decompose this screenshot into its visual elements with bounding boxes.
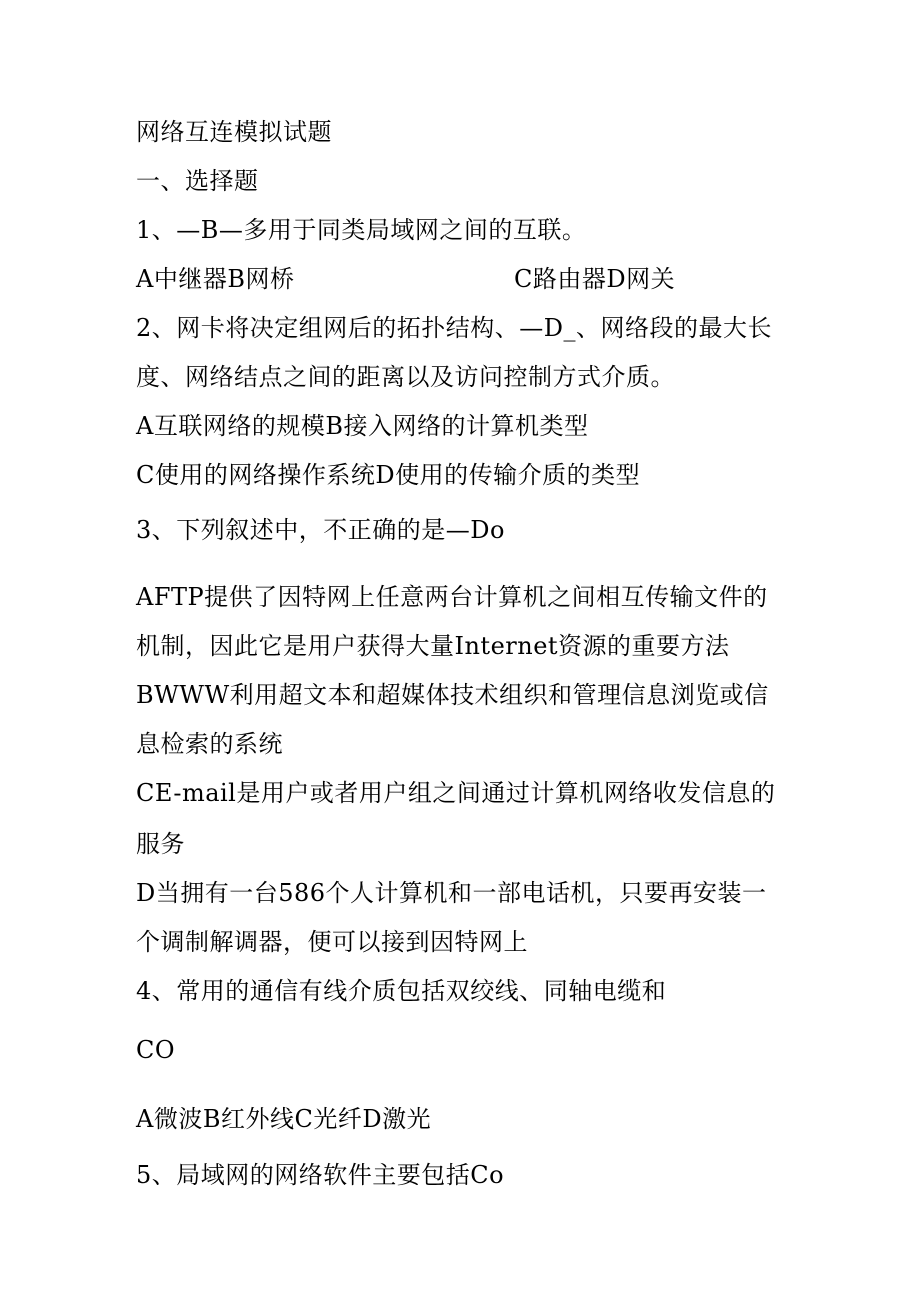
question-3-option-b-line-2: 息检索的系统 — [136, 730, 283, 758]
question-4-stem: 4、常用的通信有线介质包括双绞线、同轴电缆和 — [136, 977, 667, 1005]
question-4-answer: CO — [136, 1036, 176, 1064]
question-3-option-c-line-2: 服务 — [136, 830, 185, 858]
document-title: 网络互连模拟试题 — [136, 118, 332, 146]
question-3-option-b-line-1: BWWW利用超文本和超媒体技术组织和管理信息浏览或信 — [136, 681, 769, 709]
question-2-option-ab: A互联网络的规模B接入网络的计算机类型 — [136, 412, 589, 440]
question-2-stem-line-2: 度、网络结点之间的距离以及访问控制方式介质。 — [136, 363, 675, 391]
section-heading: 一、选择题 — [136, 167, 259, 195]
question-1-stem: 1、—B—多用于同类局域网之间的互联。 — [136, 216, 587, 244]
question-5-stem: 5、局域网的网络软件主要包括Co — [136, 1161, 505, 1189]
question-2-option-cd: C使用的网络操作系统D使用的传输介质的类型 — [136, 461, 641, 489]
question-1-options — [136, 264, 736, 294]
question-4-options: A微波B红外线C光纤D激光 — [136, 1105, 432, 1133]
question-3-stem: 3、下列叙述中，不正确的是—Do — [136, 516, 505, 544]
question-3-option-a-line-2: 机制，因此它是用户获得大量Internet资源的重要方法 — [136, 632, 730, 660]
question-3-option-c-line-1: CE-mail是用户或者用户组之间通过计算机网络收发信息的 — [136, 779, 776, 807]
question-3-option-d-line-2: 个调制解调器，便可以接到因特网上 — [136, 928, 528, 956]
question-1-options-cd: C路由器D网关 — [514, 265, 676, 293]
question-2-stem-line-1: 2、网卡将决定组网后的拓扑结构、—D_、网络段的最大长 — [136, 314, 773, 342]
question-1-options-ab: A中继器B网桥 — [136, 265, 295, 293]
question-3-option-d-line-1: D当拥有一台586个人计算机和一部电话机，只要再安装一 — [136, 879, 767, 907]
question-3-option-a-line-1: AFTP提供了因特网上任意两台计算机之间相互传输文件的 — [136, 583, 768, 611]
